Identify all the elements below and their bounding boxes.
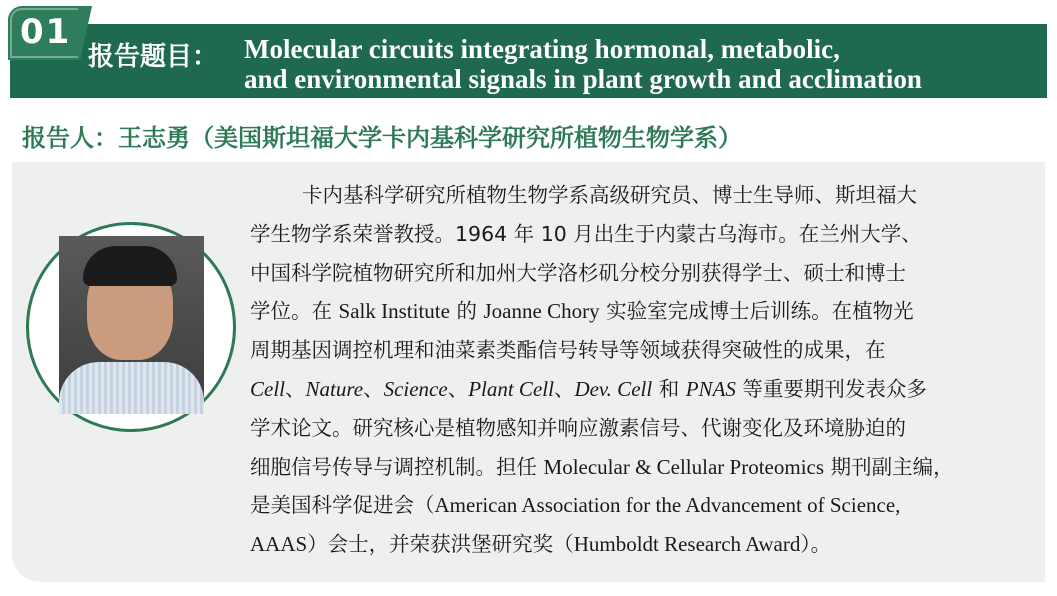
speaker-portrait-icon [59,236,204,414]
bio-line: 卡内基科学研究所植物生物学系高级研究员、博士生导师、斯坦福大 [302,183,917,207]
bio-line: 学生物学系荣誉教授。1964 年 10 月出生于内蒙古乌海市。在兰州大学、 [250,221,922,246]
bio-text: 、 [553,376,575,401]
bio-text: 学位。在 [250,299,339,324]
bio-line: 周期基因调控机理和油菜素类酯信号转导等领域获得突破性的成果，在 [250,338,886,363]
bio-text: 期刊副主编， [824,454,954,479]
journal-name: Science [383,376,448,401]
bio-line: 中国科学院植物研究所和加州大学洛杉矶分校分别获得学士、硕士和博士 [250,260,906,285]
journal-name: Cell [250,376,285,401]
talk-title-line-2: and environmental signals in plant growth and acclimation [244,64,922,94]
bio-text: 细胞信号传导与调控机制。担任 [250,454,544,479]
bio-text: 的 [449,299,484,324]
bio-text: ）。 [800,532,832,557]
speaker-bio [250,176,1026,564]
bio-line [250,448,1026,487]
section-number: 01 [20,12,72,52]
journal-name: Molecular & Cellular Proteomics [543,454,825,479]
bio-text: ）会士，并荣获洪堡研究奖（ [307,532,574,557]
bio-line: 学术论文。研究核心是植物感知并响应激素信号、代谢变化及环境胁迫的 [250,415,906,440]
journal-name: Nature [305,376,364,401]
journal-name: Plant Cell [468,376,554,401]
bio-text: 、 [363,376,384,401]
bio-line [250,486,1026,525]
portrait-hair [83,246,177,286]
bio-text: 等重要期刊发表众多 [735,376,927,401]
organization-name: American Association for the Advancement of Science, [434,493,901,518]
talk-title-line-1: Molecular circuits integrating hormonal, metabolic, [244,34,840,64]
bio-text: 、 [285,376,306,401]
bio-text: 和 [652,376,686,401]
bio-text: 实验室完成博士后训练。在植物光 [599,299,914,324]
organization-abbr: AAAS [250,532,308,557]
journal-name: PNAS [685,376,736,401]
bio-line [250,292,1026,331]
speaker-heading: 报告人：王志勇（美国斯坦福大学卡内基科学研究所植物生物学系） [22,124,742,152]
institute-name: Salk Institute [338,299,450,324]
bio-text: 是美国科学促进会（ [250,493,435,518]
mentor-name: Joanne Chory [483,299,600,324]
bio-text: 、 [447,376,469,401]
portrait-shirt [59,362,204,414]
bio-line [250,370,1026,409]
award-name: Humboldt Research Award [573,532,801,557]
title-label: 报告题目： [88,42,219,72]
bio-line [250,525,1026,564]
journal-name: Dev. Cell [574,376,653,401]
